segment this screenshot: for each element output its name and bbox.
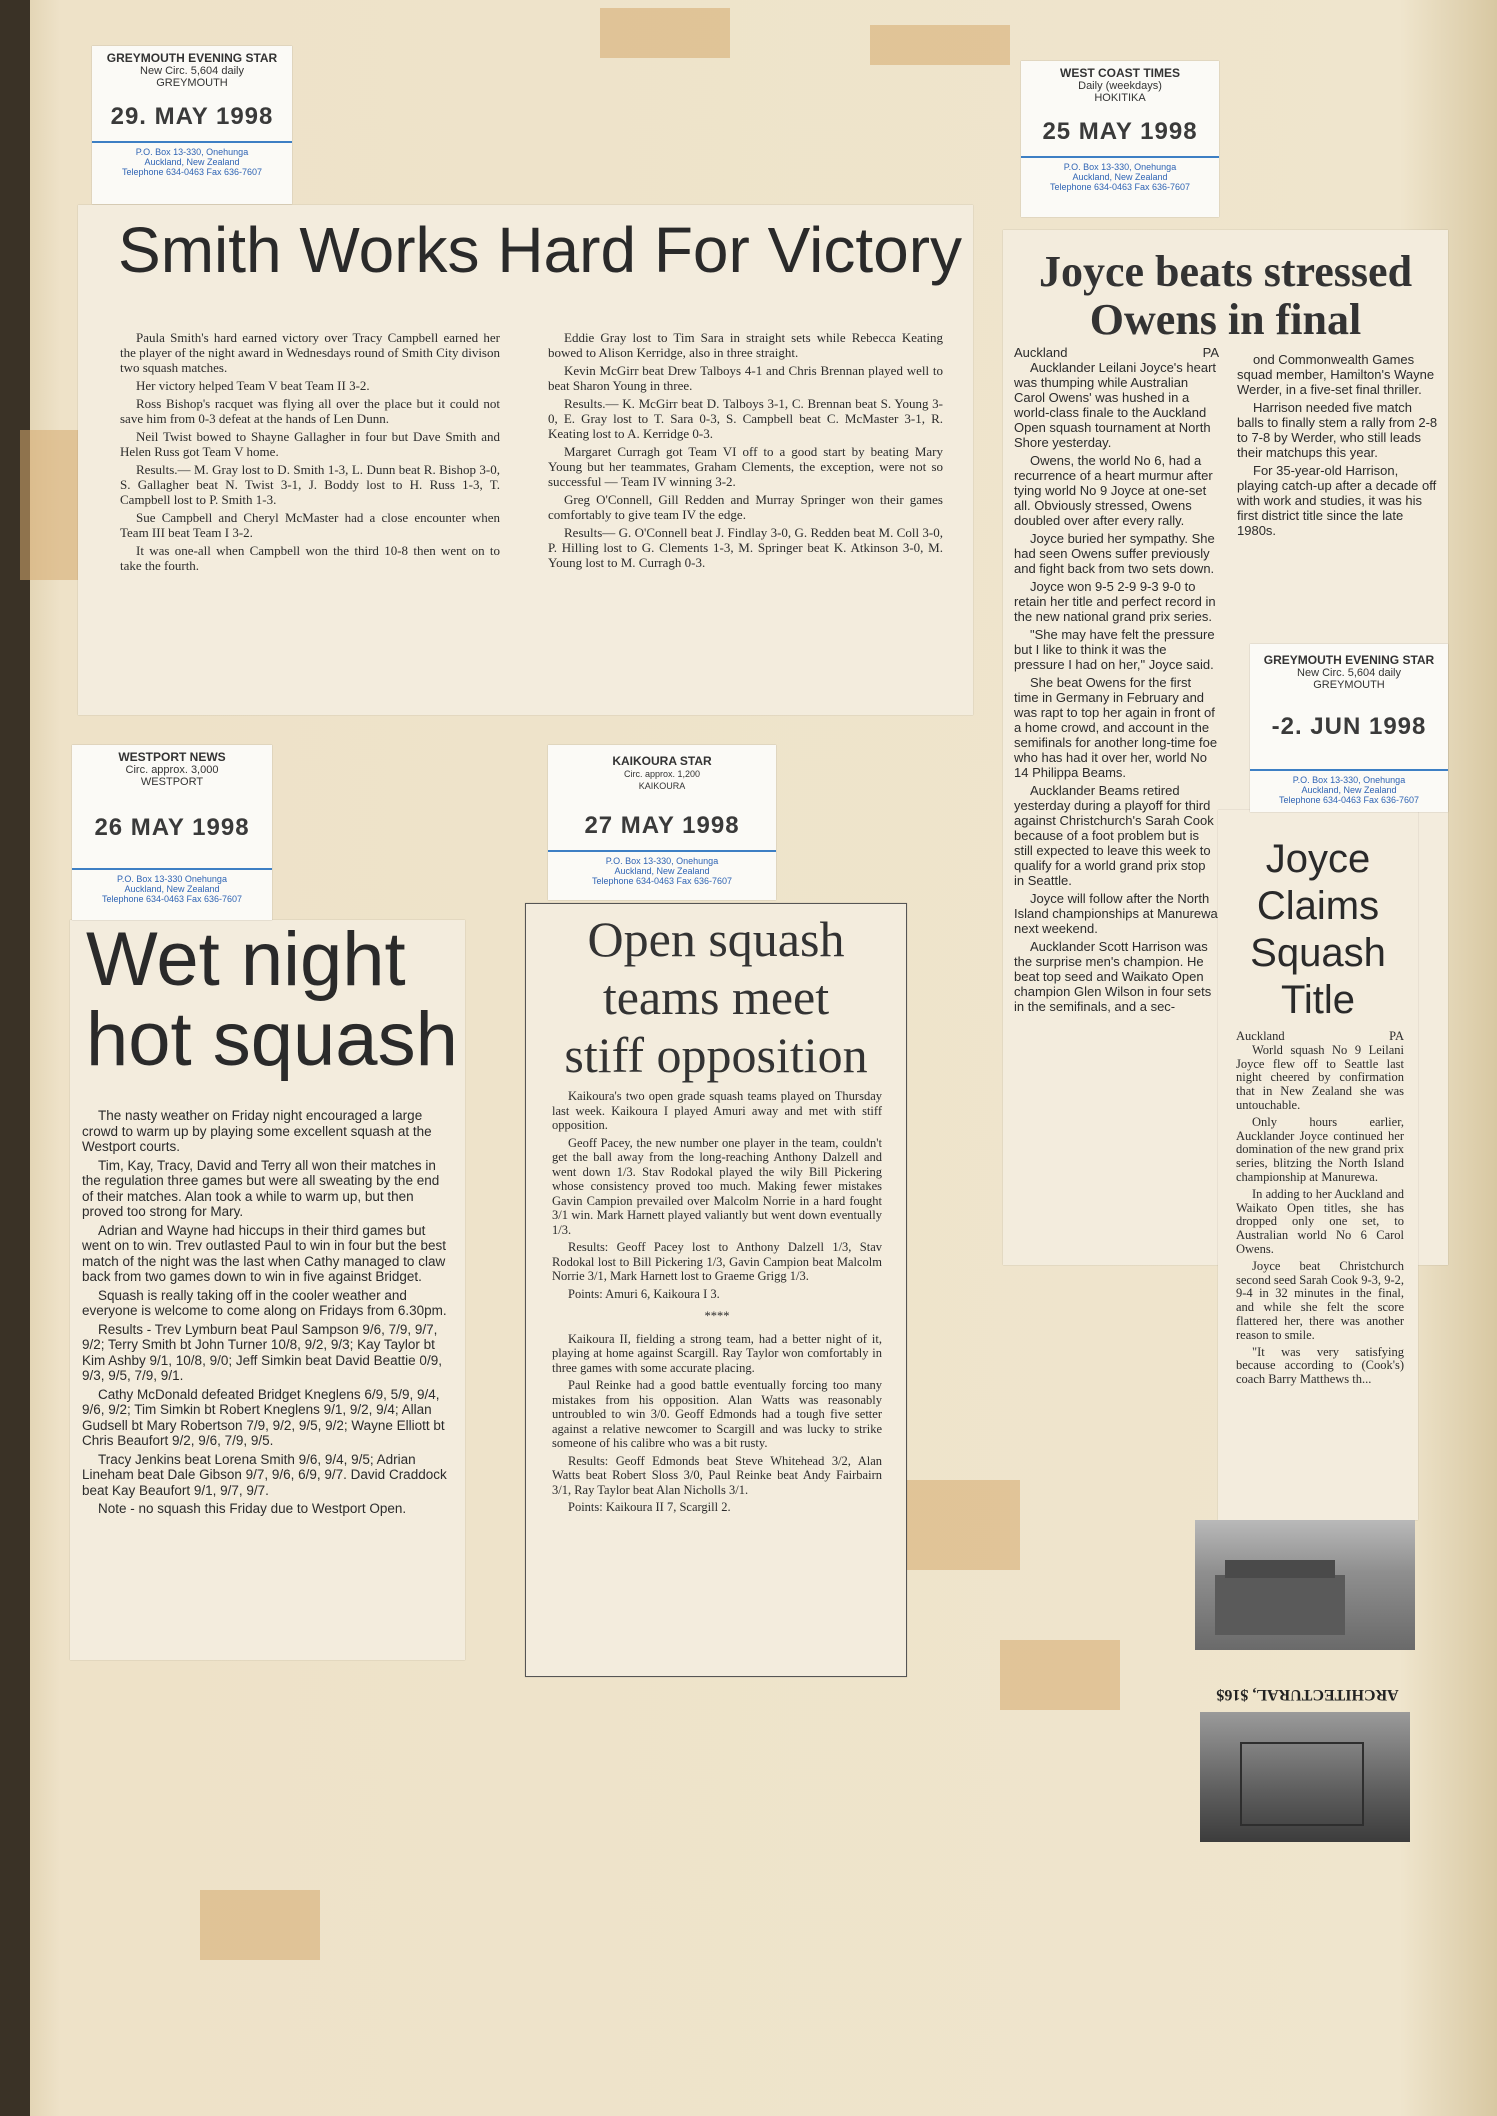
- article-paragraph: She beat Owens for the first time in Germany in February and was rapt to top her again in front of a home crowd, and account in the semifinals for another long-time foe who has had it over her, world No 14 Philippa Beams.: [1014, 675, 1218, 780]
- publication-stamp: [72, 745, 272, 920]
- dateline-place: Auckland: [1236, 1029, 1285, 1043]
- joyce-column-2: [1237, 352, 1442, 541]
- stamp-publication: WEST COAST TIMES: [1060, 66, 1180, 80]
- stamp-address: [92, 141, 292, 177]
- stamp-date: 25 MAY 1998: [1042, 118, 1198, 145]
- headline-line: Owens in final: [1089, 295, 1362, 344]
- roof-shape: [1225, 1560, 1335, 1578]
- joyce-claims-headline: [1218, 836, 1418, 1024]
- open-squash-part-1: [552, 1089, 882, 1301]
- article-paragraph: Kaikoura II, fielding a strong team, had a better night of it, playing at home against Scargill. Ray Taylor won comfortably in three games with some accurate placing.: [552, 1331, 882, 1375]
- open-squash-part-2: [552, 1332, 882, 1515]
- stamp-date: 29. MAY 1998: [110, 103, 274, 130]
- house-shape: [1215, 1575, 1345, 1635]
- dateline-agency: PA: [1202, 345, 1219, 360]
- headline-line: Squash: [1250, 931, 1386, 975]
- article-paragraph: ond Commonwealth Games squad member, Hamilton's Wayne Werder, in a five-set final thriller.: [1237, 352, 1435, 397]
- smith-column-2: [548, 330, 943, 573]
- article-paragraph: Geoff Pacey, the new number one player in the team, couldn't get the ball away from the long-reaching Anthony Dalzell and went down 1/3. Stav Rodokal played the wily Bill Pickering whose consistency proved too much. Making fewer mistakes Gavin Campion prevailed over Malcolm Norrie in a hard fought 3/1 win. Mark Harnett played valiantly but went down eventually 1/3.: [552, 1135, 882, 1237]
- article-paragraph: Neil Twist bowed to Shayne Gallagher in four but Dave Smith and Helen Russ got Team V home.: [120, 429, 500, 459]
- stamp-address-line: Auckland, New Zealand: [124, 884, 220, 894]
- stamp-publication: WESTPORT NEWS: [118, 750, 226, 764]
- article-paragraph: Aucklander Beams retired yesterday during a playoff for third against Christchurch's Sarah Cook because of a foot problem but is still expected to leave this week to qualify for a world grand prix stop in Seattle.: [1014, 783, 1214, 888]
- article-paragraph: Joyce won 9-5 2-9 9-3 9-0 to retain her title and perfect record in the new national grand prix series.: [1014, 579, 1216, 624]
- stamp-address-line: P.O. Box 13-330, Onehunga: [1063, 162, 1177, 172]
- wet-night-headline: [86, 920, 458, 1080]
- stamp-circulation: Circ. approx. 1,200: [623, 769, 701, 779]
- stamp-address: [1021, 156, 1219, 192]
- stamp-address-line: Telephone 634-0463 Fax 636-7607: [1278, 795, 1420, 805]
- article-paragraph: Note - no squash this Friday due to Westport Open.: [98, 1501, 407, 1516]
- headline-line: teams meet: [602, 969, 830, 1025]
- article-paragraph: Results— G. O'Connell beat J. Findlay 3-0, G. Redden beat M. Coll 3-0, P. Hilling lost to G. Clements 1-3, M. Springer beat K. Atkinson 3-0, M. Young lost to M. Curragh 0-3.: [548, 525, 943, 570]
- stamp-date: 27 MAY 1998: [584, 812, 740, 839]
- article-paragraph: Sue Campbell and Cheryl McMaster had a close encounter when Team III beat Team I 3-2.: [120, 510, 500, 540]
- joyce-column-1: [1014, 345, 1219, 1017]
- article-paragraph: Eddie Gray lost to Tim Sara in straight sets while Rebecca Keating bowed to Alison Kerridge, also in three straight.: [548, 330, 943, 360]
- article-paragraph: Kaikoura's two open grade squash teams played on Thursday last week. Kaikoura I played Amuri away and met with stiff opposition.: [552, 1089, 882, 1132]
- publication-stamp: [548, 745, 776, 900]
- publication-stamp: [1021, 61, 1219, 217]
- stamp-address: [548, 850, 776, 886]
- article-paragraph: It was one-all when Campbell won the third 10-8 then went on to take the fourth.: [120, 543, 500, 573]
- page-binding-edge: [0, 0, 30, 2116]
- stamp-circulation: New Circ. 5,604 daily: [1297, 667, 1401, 679]
- stamp-address-line: Auckland, New Zealand: [144, 157, 240, 167]
- article-paragraph: Paula Smith's hard earned victory over Tracy Campbell earned her the player of the night award in Wednesdays round of Smith City divison two squash matches.: [120, 330, 500, 375]
- article-paragraph: Owens, the world No 6, had a recurrence of a heart murmur after tying world No 9 Joyce at one-set all. Obviously stressed, Owens doubled over after every rally.: [1014, 453, 1213, 528]
- article-paragraph: In adding to her Auckland and Waikato Open titles, she has dropped only one set, to Australian world No 6 Carol Owens.: [1236, 1186, 1404, 1256]
- headline-line: Joyce beats stressed: [1038, 247, 1413, 296]
- stamp-town: GREYMOUTH: [1313, 679, 1385, 691]
- building-photo: [1200, 1712, 1410, 1842]
- joyce-claims-body: [1236, 1030, 1404, 1390]
- article-paragraph: Results: Geoff Pacey lost to Anthony Dalzell 1/3, Stav Rodokal lost to Bill Pickering 1/3, Gavin Campion beat Malcolm Norrie 3/1, Mark Harnett lost to Graeme Grigg 1/3.: [552, 1240, 882, 1283]
- stamp-town: KAIKOURA: [638, 781, 686, 791]
- tape-strip: [600, 8, 730, 58]
- article-paragraph: Results: Geoff Edmonds beat Steve Whitehead 3/2, Alan Watts beat Robert Sloss 3/0, Paul Reinke beat Andy Fairbairn 3/1, Ray Taylor beat Alan Nicholls 3/1.: [552, 1453, 882, 1497]
- wet-night-article: [70, 920, 465, 1660]
- smith-headline: Smith Works Hard For Victory: [118, 214, 963, 286]
- article-paragraph: Paul Reinke had a good battle eventually forcing too many mistakes from his opposition. Alan Watts was reasonably untroubled to win 3/0. Geoff Edmonds had a tough five setter against a relative newcomer to Scargill and was lucky to strike someone of his calibre who was a bit rusty.: [552, 1378, 882, 1450]
- open-squash-article: [525, 903, 907, 1677]
- tape-strip: [870, 25, 1010, 65]
- stamp-town: HOKITIKA: [1094, 92, 1146, 104]
- article-paragraph: Tracy Jenkins beat Lorena Smith 9/6, 9/4, 9/5; Adrian Lineham beat Dale Gibson 9/7, 9/6, 6/9, 9/7. David Craddock beat Kay Beaufort 9/1, 9/7, 9/7.: [82, 1451, 447, 1498]
- dateline: [1014, 345, 1219, 360]
- article-paragraph: Joyce beat Christchurch second seed Sarah Cook 9-3, 9-2, 9-4 in 32 minutes in the final, and while she felt the score flattered her, there was another reason to smile.: [1236, 1258, 1404, 1342]
- headline-line: Claims: [1256, 884, 1380, 928]
- joyce-claims-article: [1218, 810, 1418, 1520]
- article-paragraph: Only hours earlier, Aucklander Joyce continued her domination of the new grand prix series, blitzing the North Island championship at Manurewa.: [1236, 1114, 1404, 1184]
- headline-line: Open squash: [587, 911, 845, 967]
- dateline: [1236, 1030, 1404, 1044]
- headline-line: stiff opposition: [564, 1027, 868, 1083]
- headline-line: Title: [1280, 978, 1356, 1022]
- smith-column-1: [120, 330, 500, 576]
- tape-strip: [1000, 1640, 1120, 1710]
- article-paragraph: Aucklander Leilani Joyce's heart was thumping while Australian Carol Owens' was hushed in a world-class finale to the Auckland Open squash tournament at North Shore yesterday.: [1014, 360, 1217, 450]
- smith-article: [78, 205, 973, 715]
- article-paragraph: Adrian and Wayne had hiccups in their third games but went on to win. Trev outlasted Paul to win in four but the best match of the night was the last when Cathy managed to claw back from two games down to win in five against Bridget.: [82, 1222, 446, 1284]
- stamp-publication: GREYMOUTH EVENING STAR: [1263, 653, 1435, 667]
- publication-stamp: [1250, 644, 1448, 812]
- article-paragraph: Her victory helped Team V beat Team II 3-2.: [136, 378, 370, 393]
- stamp-address-line: Telephone 634-0463 Fax 636-7607: [121, 167, 263, 177]
- stamp-address: [72, 868, 272, 904]
- joyce-column-1-body: [1014, 360, 1219, 1014]
- headline-line: Wet night: [86, 920, 406, 1002]
- open-squash-body: [552, 1089, 882, 1518]
- article-paragraph: Points: Kaikoura II 7, Scargill 2.: [568, 1500, 731, 1514]
- stamp-address: [1250, 769, 1448, 805]
- stamp-town: GREYMOUTH: [156, 77, 228, 89]
- section-divider: ****: [704, 1309, 730, 1323]
- stamp-address-line: P.O. Box 13-330, Onehunga: [135, 147, 249, 157]
- stamp-publication: GREYMOUTH EVENING STAR: [106, 51, 278, 65]
- stamp-address-line: P.O. Box 13-330, Onehunga: [605, 856, 719, 866]
- article-paragraph: Squash is really taking off in the cooler weather and everyone is welcome to come along on Fridays from 6.30pm.: [82, 1287, 447, 1318]
- stamp-address-line: Auckland, New Zealand: [1072, 172, 1168, 182]
- tape-strip: [20, 430, 80, 580]
- stamp-address-line: Auckland, New Zealand: [1301, 785, 1397, 795]
- article-paragraph: "She may have felt the pressure but I like to think it was the pressure I had on her," Joyce said.: [1014, 627, 1215, 672]
- house-photo: [1195, 1520, 1415, 1650]
- article-paragraph: Tim, Kay, Tracy, David and Terry all won their matches in the regulation three games but were all sweating by the end of their matches. Alan took a while to warm up, but then proved too strong for Mary.: [82, 1157, 440, 1219]
- joyce-final-headline: [1003, 248, 1448, 344]
- stamp-date: 26 MAY 1998: [94, 814, 250, 841]
- article-paragraph: Aucklander Scott Harrison was the surprise men's champion. He beat top seed and Waikato Open champion Glen Wilson in four sets in the semifinals, and a sec-: [1014, 939, 1212, 1014]
- dateline-place: Auckland: [1014, 345, 1068, 360]
- tape-strip: [200, 1890, 320, 1960]
- wet-night-body: [82, 1108, 452, 1520]
- stamp-address-line: P.O. Box 13-330, Onehunga: [1292, 775, 1406, 785]
- article-paragraph: The nasty weather on Friday night encouraged a large crowd to warm up by playing some excellent squash at the Westport courts.: [82, 1108, 432, 1154]
- stamp-address-line: Telephone 634-0463 Fax 636-7607: [101, 894, 243, 904]
- article-paragraph: Results - Trev Lymburn beat Paul Sampson 9/6, 7/9, 9/7, 9/2; Terry Smith bt John Turner 10/8, 9/2, 9/3; Kay Taylor bt Kim Ashby 9/1, 10/8, 9/0; Jeff Simkin beat David Beattie 0/9, 9/3, 9/5, 7/9, 9/1.: [82, 1321, 442, 1383]
- article-paragraph: Cathy McDonald defeated Bridget Kneglens 6/9, 5/9, 9/4, 9/6, 9/2; Tim Simkin bt Robert Kneglens 9/1, 9/2, 9/4; Allan Gudsell bt Mary Robertson 7/9, 9/2, 9/5, 9/2; Wayne Elliott bt Chris Beaufort 9/2, 9/6, 7/9, 9/5.: [82, 1386, 445, 1448]
- stamp-circulation: New Circ. 5,604 daily: [140, 65, 244, 77]
- dateline-agency: PA: [1389, 1029, 1404, 1043]
- article-paragraph: Greg O'Connell, Gill Redden and Murray Springer won their games comfortably to give team IV the edge.: [548, 492, 943, 522]
- stamp-circulation: Daily (weekdays): [1078, 80, 1162, 92]
- stamp-date: -2. JUN 1998: [1271, 713, 1427, 740]
- article-paragraph: Margaret Curragh got Team VI off to a good start by beating Mary Young but her teammates, Graham Clements, the exception, were not so successful — Team IV winning 3-2.: [548, 444, 943, 489]
- article-paragraph: World squash No 9 Leilani Joyce flew off to Seattle last night cheered by confirmation that in New Zealand she was untouchable.: [1236, 1042, 1404, 1112]
- article-paragraph: Joyce buried her sympathy. She had seen Owens suffer previously and fight back from two sets down.: [1014, 531, 1215, 576]
- article-paragraph: Kevin McGirr beat Drew Talboys 4-1 and Chris Brennan played well to beat Sharon Young in three.: [548, 363, 943, 393]
- open-squash-headline: [526, 910, 906, 1084]
- joyce-claims-text: [1236, 1044, 1404, 1387]
- article-paragraph: Results.— M. Gray lost to D. Smith 1-3, L. Dunn beat R. Bishop 3-0, S. Gallagher beat N. Twist 3-1, J. Boddy lost to H. Russ 1-3, T. Campbell lost to P. Smith 1-3.: [120, 462, 500, 507]
- stamp-address-line: P.O. Box 13-330 Onehunga: [117, 874, 227, 884]
- stamp-town: WESTPORT: [140, 776, 204, 788]
- article-paragraph: Joyce will follow after the North Island championships at Manurewa next weekend.: [1014, 891, 1218, 936]
- upside-down-ad-text: ARCHITECTURAL, $16$: [1216, 1686, 1399, 1703]
- stamp-address-line: Telephone 634-0463 Fax 636-7607: [591, 876, 733, 886]
- article-paragraph: Points: Amuri 6, Kaikoura I 3.: [568, 1286, 720, 1301]
- article-paragraph: For 35-year-old Harrison, playing catch-up after a decade off with work and studies, it was his first district title since the late 1980s.: [1237, 463, 1437, 538]
- stamp-address-line: Telephone 634-0463 Fax 636-7607: [1049, 182, 1191, 192]
- stamp-address-line: Auckland, New Zealand: [614, 866, 710, 876]
- article-paragraph: Results.— K. McGirr beat D. Talboys 3-1, C. Brennan beat S. Young 3-0, E. Gray lost to T. Sara 0-3, S. Campbell beat C. McMaster 3-1, R. Keating lost to A. Kerridge 0-3.: [548, 396, 943, 441]
- article-paragraph: Ross Bishop's racquet was flying all over the place but it could not save him from 0-3 defeat at the hands of Len Dunn.: [120, 396, 500, 426]
- window-shape: [1240, 1742, 1364, 1826]
- article-paragraph: Harrison needed five match balls to finally stem a rally from 2-8 to 7-8 by Werder, who still leads their matchups this year.: [1237, 400, 1438, 460]
- stamp-publication: KAIKOURA STAR: [612, 754, 712, 768]
- article-paragraph: "It was very satisfying because according to (Cook's) coach Barry Matthews th...: [1236, 1344, 1404, 1387]
- stamp-circulation: Circ. approx. 3,000: [125, 764, 219, 776]
- publication-stamp: [92, 46, 292, 204]
- headline-line: Joyce: [1265, 837, 1371, 881]
- headline-line: hot squash: [86, 997, 458, 1082]
